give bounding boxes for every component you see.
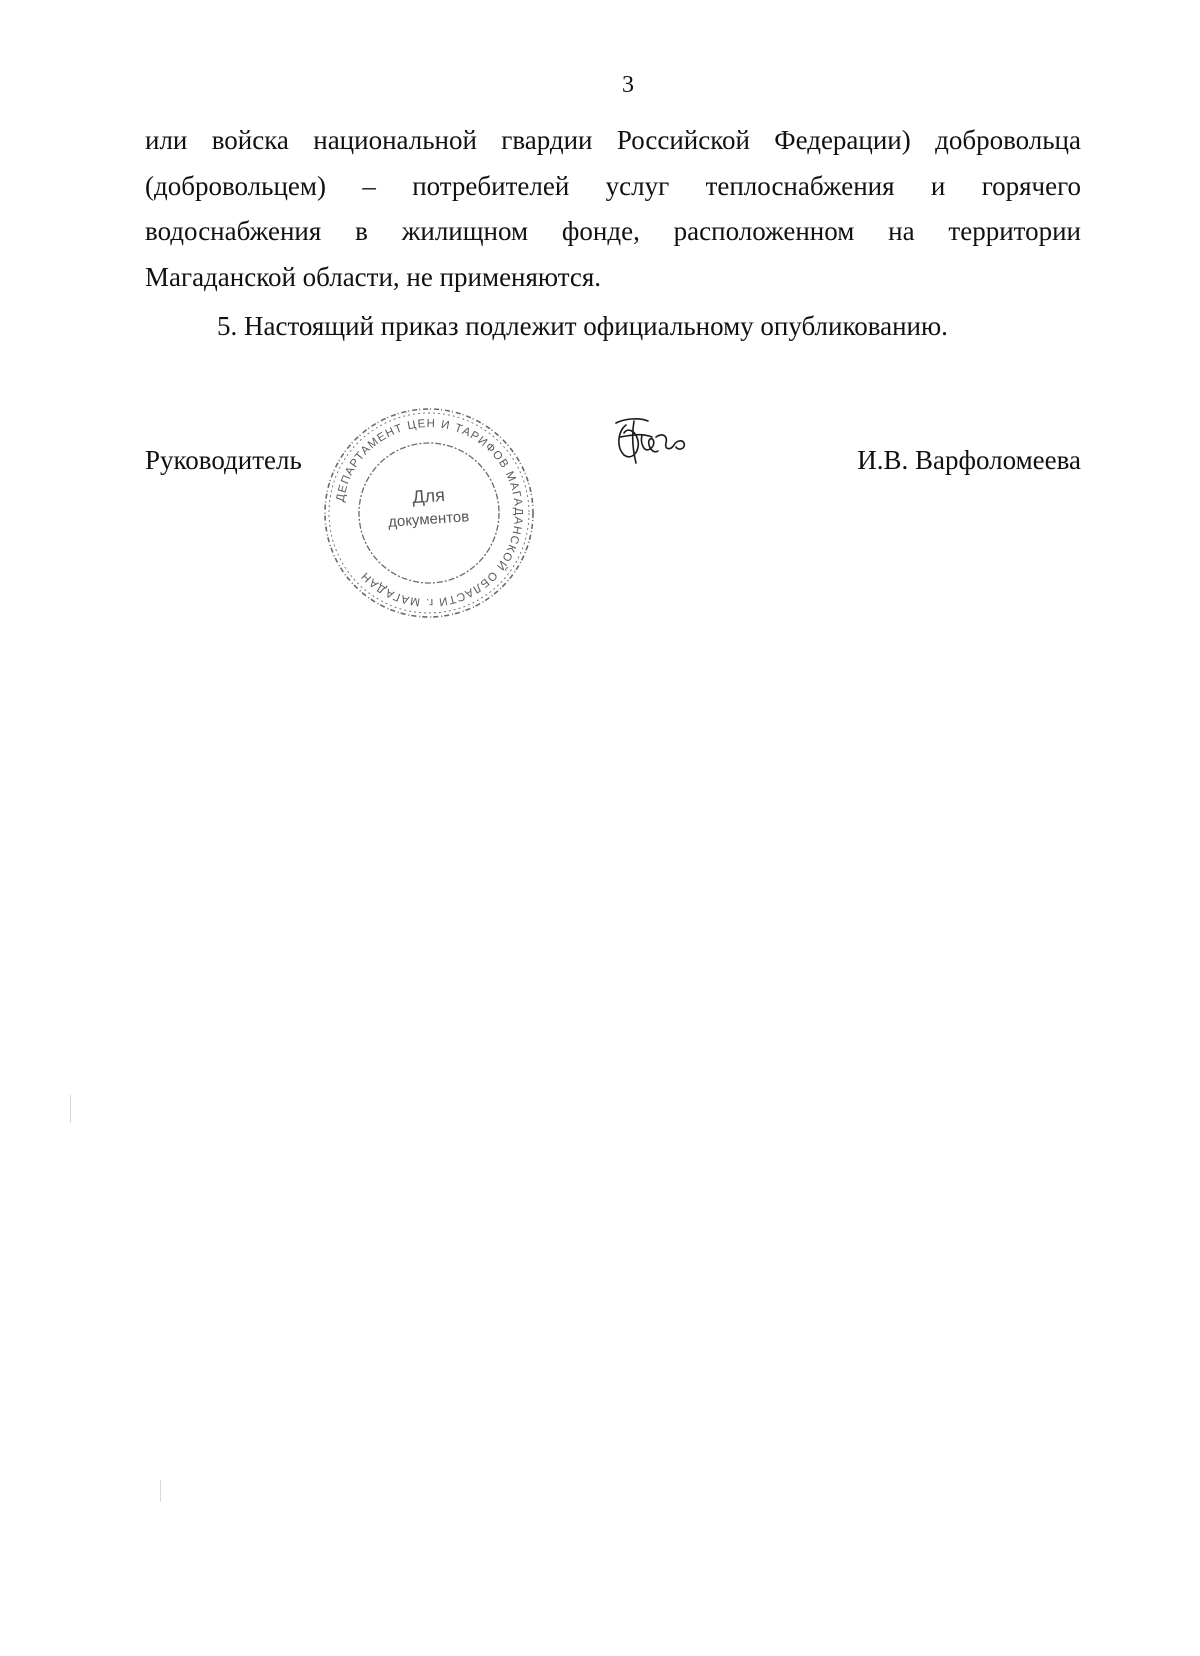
- clause-5: 5. Настоящий приказ подлежит официальному опубликованию.: [217, 311, 948, 341]
- paragraph-line: или войска национальной гвардии Российской Федерации) добровольца: [145, 125, 1081, 155]
- stamp-center-line1: Для: [411, 484, 446, 508]
- official-stamp: [314, 398, 544, 628]
- stamp-ring-text: ДЕПАРТАМЕНТ ЦЕН И ТАРИФОВ МАГАДАНСКОЙ ОБЛАСТИ г. МАГАДАН: [334, 417, 525, 609]
- paragraph-line: Магаданской области, не применяются.: [145, 261, 602, 292]
- scan-artifact: [160, 1480, 161, 1502]
- paragraph-continuation: [145, 118, 1081, 300]
- handwritten-signature: [612, 415, 694, 470]
- paragraph-line: водоснабжения в жилищном фонде, расположенном на территории: [145, 216, 1081, 246]
- signatory-name: И.В. Варфоломеева: [857, 445, 1081, 475]
- paragraph-line: (добровольцем) – потребителей услуг теплоснабжения и горячего: [145, 170, 1081, 201]
- signatory-position: Руководитель: [145, 445, 302, 475]
- page-number: 3: [622, 72, 634, 98]
- scan-artifact: [70, 1095, 71, 1123]
- stamp-center-line2: документов: [387, 508, 470, 531]
